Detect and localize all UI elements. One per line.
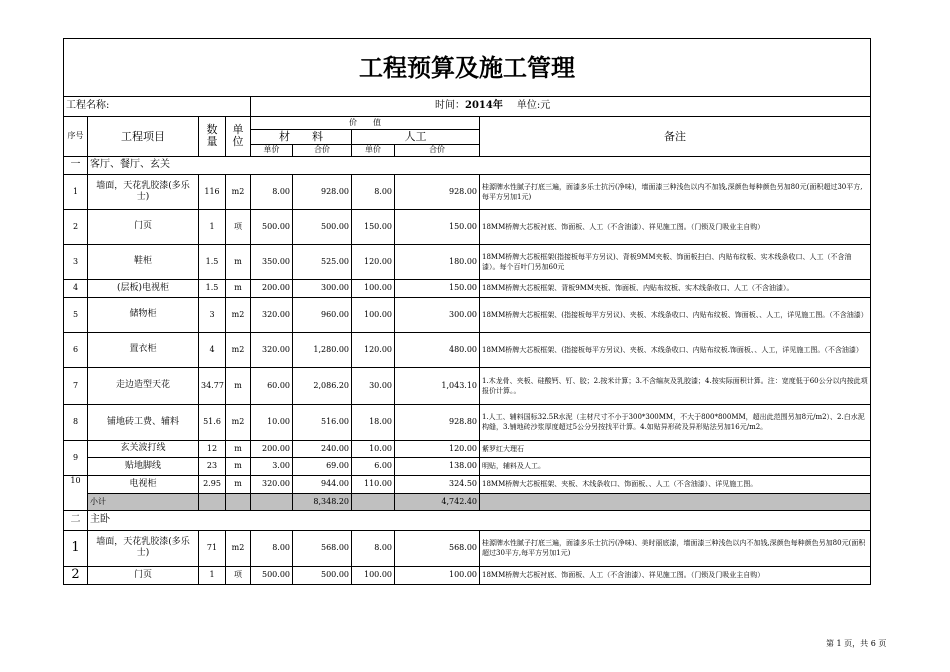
row-material-subtotal: 500.00 [293, 566, 352, 584]
table-row [64, 566, 871, 584]
row-material-subtotal: 2,086.20 [293, 367, 352, 404]
section-row [64, 156, 871, 174]
section-number: 二 [64, 510, 88, 530]
row-seq: 1 [64, 530, 88, 566]
row-material-subtotal: 944.00 [293, 475, 352, 493]
row-note: 18MM桥牌大芯板框架、(指接板每平方另议)、夹板、木线条收口、内贴布纹板.饰面板、、人工，详见施工图。（不含油漆） [480, 332, 871, 367]
row-material-unit-price: 320.00 [251, 475, 293, 493]
row-item-name: 电视柜 [88, 475, 199, 493]
row-material-unit-price: 8.00 [251, 174, 293, 209]
row-unit: m2 [226, 404, 251, 440]
row-labor-subtotal: 138.00 [395, 457, 480, 475]
row-material-unit-price: 200.00 [251, 279, 293, 297]
row-note: 1.木龙骨、夹板、硅酸钙、钉、胶；2.按米计算；3.不含编灰及乳胶漆；4.按实际面积计算。注：宽度低于60公分以内按此项报价计算。。 [480, 367, 871, 404]
row-material-subtotal: 500.00 [293, 209, 352, 244]
row-seq: 4 [64, 279, 88, 297]
row-item-name: 门页 [88, 566, 199, 584]
row-note: 1.人工、辅料国标32.5R水泥（主材尺寸不小于300*300MM，不大于800*800MM，超出此范围另加8元/m2）、2.白水泥构缝，3.铺地砖沙浆厚度超过5公分另按找平计算。4.如贴异形砖及异形贴法另加16元/m2。 [480, 404, 871, 440]
row-item-name: 鞋柜 [88, 244, 199, 279]
header-labor-unit-price: 单价 [352, 144, 395, 156]
header-qty: 数量 [199, 117, 226, 157]
header-price-value: 价 值 [251, 117, 480, 130]
row-labor-subtotal: 568.00 [395, 530, 480, 566]
subtotal-blank [251, 493, 293, 510]
row-unit: m [226, 279, 251, 297]
row-labor-unit-price: 10.00 [352, 440, 395, 457]
row-qty: 1 [199, 566, 226, 584]
row-note: 18MM桥牌大芯板衬底、饰面板、人工（不含油漆）、祥见施工图。（门锁及门吸业主自购） [480, 209, 871, 244]
row-note: 桂源牌水性腻子打底三遍，面漆多乐士抗污(净味)，墙面漆三种浅色以内不加钱,深颜色每种颜色另加80元(面积超过30平方,每平方另加1元) [480, 174, 871, 209]
row-labor-unit-price: 8.00 [352, 530, 395, 566]
row-labor-subtotal: 928.80 [395, 404, 480, 440]
row-unit: m [226, 457, 251, 475]
row-seq: 1 [64, 174, 88, 209]
row-labor-unit-price: 100.00 [352, 297, 395, 332]
table-row [64, 475, 871, 493]
budget-sheet [63, 38, 870, 585]
row-note: 18MM桥牌大芯板框架(指接板每平方另议)、背板9MM夹板、饰面板扫白、内贴布纹板、实木线条收口、人工（不含油漆）。每个百叶门另加60元 [480, 244, 871, 279]
row-material-subtotal: 300.00 [293, 279, 352, 297]
table-row [64, 404, 871, 440]
subtotal-labor: 4,742.40 [395, 493, 480, 510]
row-material-unit-price: 200.00 [251, 440, 293, 457]
row-material-subtotal: 1,280.00 [293, 332, 352, 367]
row-unit: m2 [226, 297, 251, 332]
row-unit: m2 [226, 332, 251, 367]
row-labor-subtotal: 120.00 [395, 440, 480, 457]
row-qty: 12 [199, 440, 226, 457]
row-note: 18MM桥牌大芯板框架、背板9MM夹板、饰面板、内贴布纹板、实木线条收口、人工（不含油漆）。 [480, 279, 871, 297]
row-seq: 7 [64, 367, 88, 404]
table-row [64, 367, 871, 404]
row-material-unit-price: 350.00 [251, 244, 293, 279]
subtotal-row [64, 493, 871, 510]
row-unit: 项 [226, 209, 251, 244]
row-labor-unit-price: 6.00 [352, 457, 395, 475]
row-item-name: (层板)电视柜 [88, 279, 199, 297]
row-labor-unit-price: 120.00 [352, 332, 395, 367]
row-unit: 项 [226, 566, 251, 584]
row-seq: 5 [64, 297, 88, 332]
row-seq: 2 [64, 209, 88, 244]
row-material-unit-price: 320.00 [251, 332, 293, 367]
header-labor-subtotal: 合价 [395, 144, 480, 156]
time-value: 2014年 [465, 100, 503, 112]
row-item-name: 铺地砖工费、辅料 [88, 404, 199, 440]
row-material-unit-price: 60.00 [251, 367, 293, 404]
table-row [64, 530, 871, 566]
row-labor-subtotal: 100.00 [395, 566, 480, 584]
row-unit: m [226, 367, 251, 404]
subtotal-label: 小计 [88, 493, 199, 510]
row-qty: 51.6 [199, 404, 226, 440]
row-qty: 116 [199, 174, 226, 209]
row-labor-subtotal: 300.00 [395, 297, 480, 332]
table-row [64, 244, 871, 279]
row-material-subtotal: 568.00 [293, 530, 352, 566]
time-label: 时间： [435, 100, 465, 112]
table-row [64, 297, 871, 332]
section-number: 一 [64, 156, 88, 174]
row-note: 明贴，辅料及人工。 [480, 457, 871, 475]
row-note: 18MM桥牌大芯板框架、(指接板每平方另议)、夹板、木线条收口、内贴布纹板、饰面板、、人工，详见施工图。（不含油漆） [480, 297, 871, 332]
row-labor-unit-price: 110.00 [352, 475, 395, 493]
header-seq: 序号 [64, 117, 88, 157]
row-seq: 8 [64, 404, 88, 440]
header-material-subtotal: 合价 [293, 144, 352, 156]
row-qty: 4 [199, 332, 226, 367]
row-seq: 9 [64, 440, 88, 475]
row-material-unit-price: 500.00 [251, 209, 293, 244]
row-labor-unit-price: 8.00 [352, 174, 395, 209]
row-note: 紫罗红大理石 [480, 440, 871, 457]
row-unit: m [226, 440, 251, 457]
row-qty: 1.5 [199, 279, 226, 297]
row-item-name: 门页 [88, 209, 199, 244]
row-item-name: 储物柜 [88, 297, 199, 332]
row-material-subtotal: 960.00 [293, 297, 352, 332]
row-qty: 1 [199, 209, 226, 244]
header-item: 工程项目 [88, 117, 199, 157]
row-labor-unit-price: 30.00 [352, 367, 395, 404]
row-qty: 2.95 [199, 475, 226, 493]
row-qty: 71 [199, 530, 226, 566]
row-note: 桂源牌水性腻子打底三遍，面漆多乐士抗污(净味)、美时丽底漆，墙面漆三种浅色以内不加钱,深颜色每种颜色另加80元(面积超过30平方,每平方另加1元) [480, 530, 871, 566]
row-seq: 10 [64, 475, 88, 510]
row-item-name: 走边造型天花 [88, 367, 199, 404]
row-unit: m2 [226, 174, 251, 209]
row-material-unit-price: 8.00 [251, 530, 293, 566]
row-material-subtotal: 928.00 [293, 174, 352, 209]
unit-label: 单位:元 [516, 100, 551, 112]
project-name-label: 工程名称: [64, 97, 251, 117]
section-title: 客厅、餐厅、玄关 [88, 156, 871, 174]
row-note: 18MM桥牌大芯板衬底、饰面板、人工（不含油漆）、祥见施工图。（门锁及门吸业主自购） [480, 566, 871, 584]
subtotal-material: 8,348.20 [293, 493, 352, 510]
table-row [64, 209, 871, 244]
time-unit-cell [251, 97, 871, 117]
row-material-subtotal: 240.00 [293, 440, 352, 457]
row-material-unit-price: 500.00 [251, 566, 293, 584]
row-qty: 23 [199, 457, 226, 475]
row-note: 18MM桥牌大芯板框架、夹板、木线条收口、饰面板、、人工（不含油漆）、详见施工图。 [480, 475, 871, 493]
page-footer: 第 1 页，共 6 页 [826, 639, 887, 648]
row-unit: m [226, 475, 251, 493]
row-qty: 34.77 [199, 367, 226, 404]
row-labor-subtotal: 928.00 [395, 174, 480, 209]
row-seq: 3 [64, 244, 88, 279]
subtotal-blank [480, 493, 871, 510]
row-labor-unit-price: 100.00 [352, 279, 395, 297]
table-row [64, 457, 871, 475]
page-title: 工程预算及施工管理 [64, 39, 871, 97]
header-note: 备注 [480, 117, 871, 157]
row-item-name: 置衣柜 [88, 332, 199, 367]
header-unit: 单位 [226, 117, 251, 157]
subtotal-blank [226, 493, 251, 510]
table-row [64, 332, 871, 367]
table-row [64, 440, 871, 457]
budget-table [63, 38, 871, 585]
row-labor-unit-price: 120.00 [352, 244, 395, 279]
row-material-subtotal: 69.00 [293, 457, 352, 475]
row-labor-subtotal: 1,043.10 [395, 367, 480, 404]
row-seq: 2 [64, 566, 88, 584]
row-labor-subtotal: 150.00 [395, 279, 480, 297]
subtotal-blank [199, 493, 226, 510]
row-labor-unit-price: 150.00 [352, 209, 395, 244]
subtotal-blank [352, 493, 395, 510]
row-material-unit-price: 3.00 [251, 457, 293, 475]
header-material-unit-price: 单价 [251, 144, 293, 156]
row-item-name: 墙面，天花乳胶漆(多乐士) [88, 174, 199, 209]
row-item-name: 贴地脚线 [88, 457, 199, 475]
row-material-subtotal: 525.00 [293, 244, 352, 279]
header-labor: 人工 [352, 130, 480, 145]
row-unit: m2 [226, 530, 251, 566]
row-unit: m [226, 244, 251, 279]
row-material-unit-price: 10.00 [251, 404, 293, 440]
row-item-name: 墙面，天花乳胶漆(多乐士) [88, 530, 199, 566]
row-labor-subtotal: 324.50 [395, 475, 480, 493]
row-qty: 1.5 [199, 244, 226, 279]
row-material-subtotal: 516.00 [293, 404, 352, 440]
table-row [64, 174, 871, 209]
row-labor-subtotal: 150.00 [395, 209, 480, 244]
section-title: 主卧 [88, 510, 871, 530]
header-material: 材 料 [251, 130, 352, 145]
row-labor-unit-price: 18.00 [352, 404, 395, 440]
row-item-name: 玄关波打线 [88, 440, 199, 457]
row-labor-unit-price: 100.00 [352, 566, 395, 584]
section-row [64, 510, 871, 530]
row-material-unit-price: 320.00 [251, 297, 293, 332]
row-seq: 6 [64, 332, 88, 367]
row-labor-subtotal: 180.00 [395, 244, 480, 279]
row-qty: 3 [199, 297, 226, 332]
table-row [64, 279, 871, 297]
row-labor-subtotal: 480.00 [395, 332, 480, 367]
